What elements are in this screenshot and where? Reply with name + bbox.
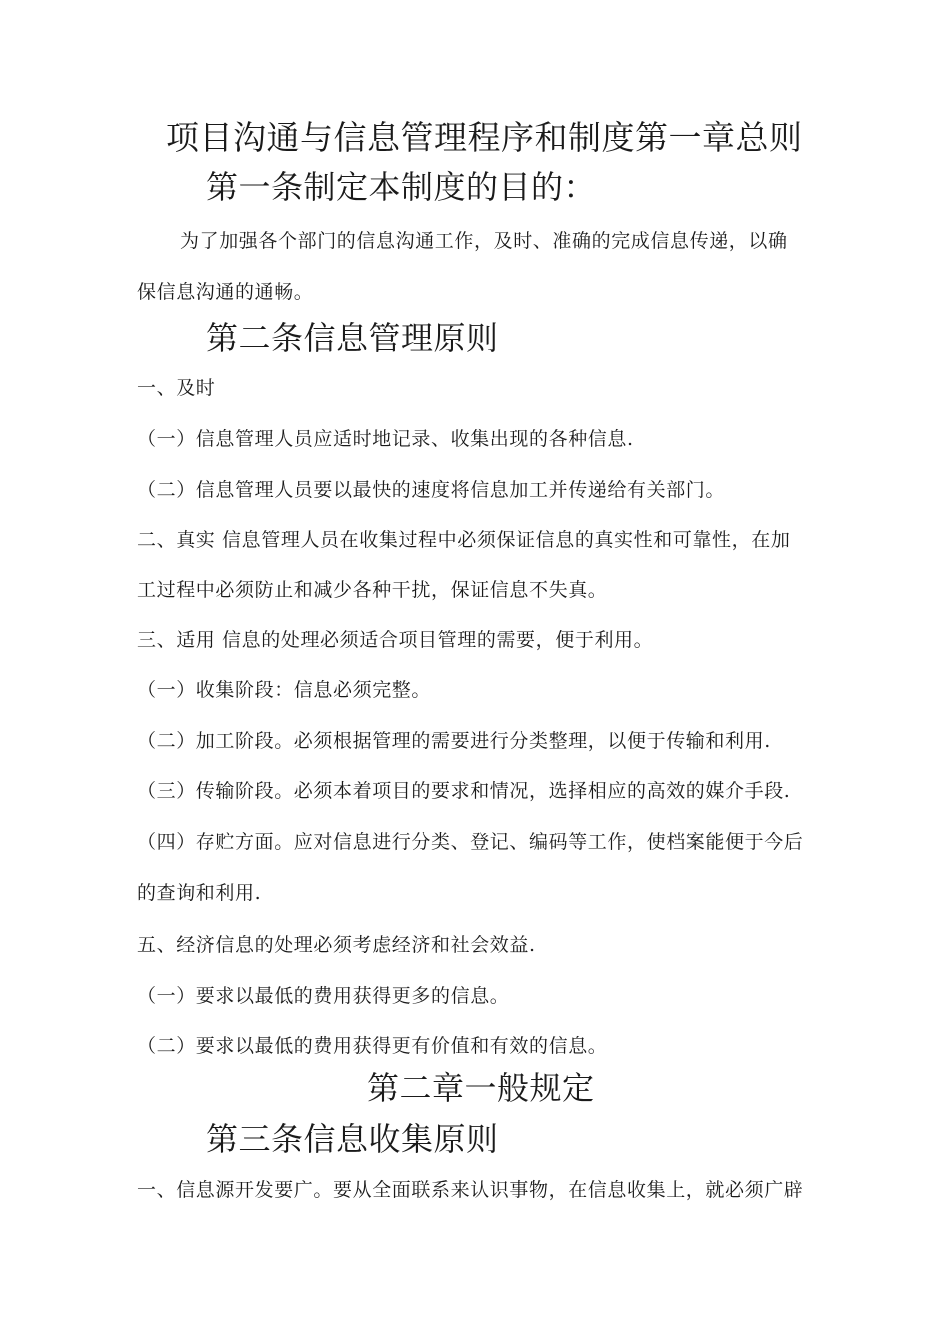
article-3-heading: 第三条信息收集原则 — [206, 1120, 499, 1158]
principle-apply-item-1: （一）收集阶段：信息必须完整。 — [137, 679, 432, 701]
principle-apply-item-2: （二）加工阶段。必须根据管理的需要进行分类整理，以便于传输和利用. — [137, 730, 771, 752]
principle-apply: 三、适用 信息的处理必须适合项目管理的需要，便于利用。 — [137, 629, 654, 651]
principle-apply-item-4-line-2: 的查询和利用. — [137, 882, 262, 904]
principle-economy-item-2: （二）要求以最低的费用获得更有价值和有效的信息。 — [137, 1035, 608, 1057]
principle-true-line-2: 工过程中必须防止和减少各种干扰，保证信息不失真。 — [137, 579, 608, 601]
principle-economy: 五、经济信息的处理必须考虑经济和社会效益. — [137, 934, 536, 956]
chapter-2-heading: 第二章一般规定 — [367, 1069, 595, 1107]
collection-principle-line-1: 一、信息源开发要广。要从全面联系来认识事物，在信息收集上，就必须广辟 — [137, 1179, 804, 1201]
article-2-heading: 第二条信息管理原则 — [206, 319, 499, 357]
principle-true-line-1: 二、真实 信息管理人员在收集过程中必须保证信息的真实性和可靠性，在加 — [137, 529, 791, 551]
principle-timely-item-1: （一）信息管理人员应适时地记录、收集出现的各种信息. — [137, 428, 634, 450]
document-title: 项目沟通与信息管理程序和制度第一章总则 — [166, 118, 803, 157]
article-1-heading: 第一条制定本制度的目的： — [206, 168, 597, 206]
article-1-paragraph-line-1: 为了加强各个部门的信息沟通工作，及时、准确的完成信息传递，以确 — [180, 230, 788, 252]
article-1-paragraph-line-2: 保信息沟通的通畅。 — [137, 281, 314, 303]
principle-apply-item-4-line-1: （四）存贮方面。应对信息进行分类、登记、编码等工作，使档案能便于今后 — [137, 831, 804, 853]
principle-apply-item-3: （三）传输阶段。必须本着项目的要求和情况，选择相应的高效的媒介手段. — [137, 780, 791, 802]
principle-timely: 一、及时 — [137, 377, 216, 399]
principle-economy-item-1: （一）要求以最低的费用获得更多的信息。 — [137, 985, 510, 1007]
principle-timely-item-2: （二）信息管理人员要以最快的速度将信息加工并传递给有关部门。 — [137, 479, 726, 501]
